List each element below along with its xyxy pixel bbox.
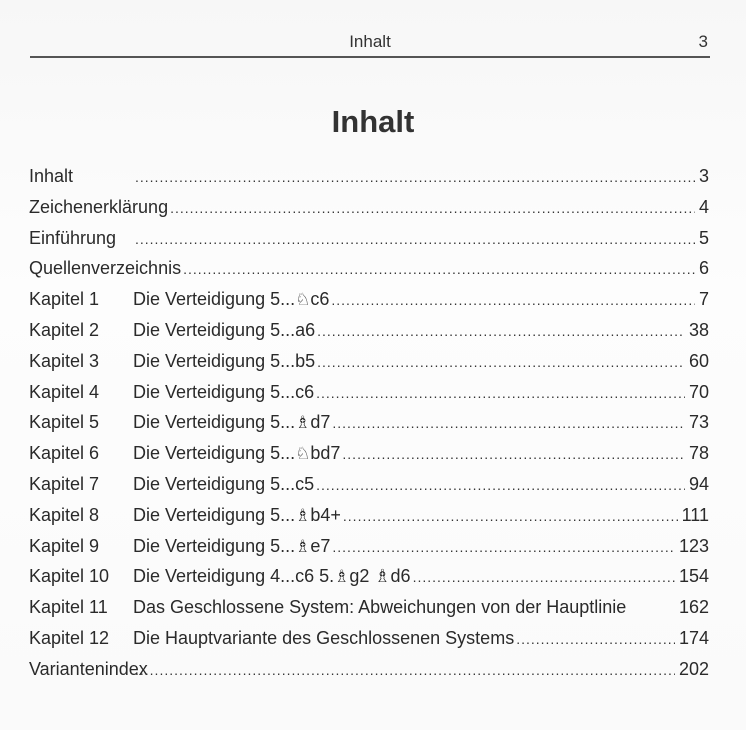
toc-title-text: Das Geschlossene System: Abweichungen von der Hauptlinie	[133, 597, 627, 618]
dot-leader	[170, 200, 695, 216]
toc-entry	[29, 228, 709, 259]
toc-entry	[29, 659, 709, 690]
toc-page-number: 6	[698, 258, 709, 279]
dot-leader	[135, 169, 695, 185]
toc-entry-title	[133, 289, 329, 310]
toc-entry	[29, 382, 709, 413]
dot-leader	[342, 446, 685, 462]
chess-piece-icon: ♗	[295, 413, 311, 434]
toc-page-number: 70	[688, 381, 709, 402]
toc-title-move: b4+	[310, 504, 341, 525]
toc-title-text: Die Verteidigung 5...	[133, 535, 296, 556]
toc-title-text: Die Hauptvariante des Geschlossenen Systems	[133, 627, 515, 648]
dot-leader	[413, 569, 675, 585]
toc-title-text: Die Verteidigung 5...	[133, 443, 296, 464]
toc-entry-title	[133, 351, 315, 372]
toc-page-number: 7	[698, 289, 709, 310]
toc-entry	[29, 289, 709, 320]
toc-title-move: e7	[310, 535, 331, 556]
toc-title-move: g2 ♗d6	[349, 566, 411, 587]
dot-leader	[332, 415, 685, 431]
toc-page-number: 94	[688, 473, 709, 494]
toc-page-number: 3	[698, 166, 709, 186]
dot-leader	[331, 292, 695, 308]
toc-entry	[29, 197, 709, 228]
toc-title-text: Die Verteidigung 5...a6	[133, 319, 316, 340]
toc-page-number: 123	[678, 535, 709, 556]
toc-entry-title	[133, 536, 330, 557]
toc-page-number: 5	[698, 227, 709, 248]
running-page-number: 3	[698, 32, 708, 51]
dot-leader	[317, 354, 685, 370]
toc-title-text: Die Verteidigung 5...b5	[133, 350, 316, 371]
dot-leader	[332, 539, 675, 555]
chess-piece-icon: ♗	[334, 567, 350, 588]
toc-entry-title	[133, 443, 340, 464]
toc-entry-label: Einführung	[29, 227, 117, 248]
toc-entry-label: Kapitel 3	[29, 350, 100, 371]
toc-entry	[29, 320, 709, 351]
dot-leader	[343, 508, 678, 524]
toc-entry-label: Kapitel 12	[29, 627, 110, 648]
toc-entry-label: Kapitel 5	[29, 412, 100, 433]
toc-entry-title	[133, 566, 411, 587]
toc-entry-label: Kapitel 8	[29, 504, 100, 525]
toc-entry	[29, 597, 709, 628]
toc-page-number: 73	[688, 412, 709, 433]
chess-piece-icon: ♗	[295, 505, 311, 526]
toc-entry	[29, 443, 709, 474]
toc-entry-label: Kapitel 6	[29, 443, 100, 464]
toc-page-number: 78	[688, 443, 709, 464]
dot-leader	[316, 477, 685, 493]
toc-entry-title	[133, 412, 330, 433]
toc-entry	[29, 566, 709, 597]
running-title: Inhalt	[349, 32, 391, 51]
toc-entry-title	[133, 474, 314, 495]
toc-entry-label: Inhalt	[29, 166, 74, 186]
toc-page-number: 4	[698, 196, 709, 217]
toc-title-text: Die Verteidigung 5...	[133, 504, 296, 525]
toc-entry-label: Quellenverzeichnis	[29, 258, 182, 279]
dot-leader	[516, 631, 675, 647]
table-of-contents	[29, 166, 709, 690]
toc-entry-label: Kapitel 4	[29, 381, 100, 402]
toc-entry-label: Variantenindex	[29, 658, 148, 679]
toc-entry-title	[133, 505, 341, 526]
toc-entry	[29, 258, 709, 289]
toc-entry	[29, 628, 709, 659]
chess-piece-icon: ♘	[295, 290, 311, 311]
toc-entry-label: Kapitel 7	[29, 473, 100, 494]
toc-title-text: Die Verteidigung 5...	[133, 412, 296, 433]
toc-page-number: 154	[678, 566, 709, 587]
toc-entry	[29, 412, 709, 443]
page-title: Inhalt	[331, 104, 415, 139]
dot-leader	[316, 385, 685, 401]
toc-title-text: Die Verteidigung 5...c5	[133, 473, 315, 494]
dot-leader	[135, 662, 675, 678]
toc-title-move: bd7	[310, 443, 341, 464]
toc-entry-label: Kapitel 2	[29, 319, 100, 340]
toc-entry-title	[133, 597, 626, 618]
toc-page-number: 174	[678, 627, 709, 648]
toc-entry-title	[133, 628, 514, 649]
dot-leader	[135, 231, 695, 247]
running-header	[30, 32, 710, 58]
toc-entry	[29, 166, 709, 197]
toc-entry	[29, 536, 709, 567]
toc-title-text: Die Verteidigung 5...c6	[133, 381, 315, 402]
toc-entry-label: Kapitel 10	[29, 566, 110, 587]
toc-entry-label: Kapitel 1	[29, 289, 100, 310]
chess-piece-icon: ♘	[295, 444, 311, 465]
toc-page-number: 111	[681, 504, 709, 525]
toc-title-text: Die Verteidigung 4...c6 5.	[133, 566, 335, 587]
toc-entry-label: Kapitel 11	[29, 597, 108, 618]
toc-title-move: d7	[310, 412, 331, 433]
dot-leader	[317, 323, 685, 339]
toc-entry-title	[133, 382, 314, 403]
toc-entry-label: Zeichenerklärung	[29, 196, 169, 217]
toc-title-text: Die Verteidigung 5...	[133, 289, 296, 310]
toc-page-number: 162	[678, 597, 709, 618]
toc-page-number: 38	[688, 319, 709, 340]
chess-piece-icon: ♗	[295, 536, 311, 557]
toc-entry-title	[133, 320, 315, 341]
toc-entry	[29, 505, 709, 536]
toc-page-number: 202	[678, 658, 709, 679]
toc-entry	[29, 474, 709, 505]
toc-entry	[29, 351, 709, 382]
toc-entry-label: Kapitel 9	[29, 535, 100, 556]
toc-title-move: c6	[310, 289, 330, 310]
toc-page-number: 60	[688, 350, 709, 371]
dot-leader	[183, 261, 695, 277]
